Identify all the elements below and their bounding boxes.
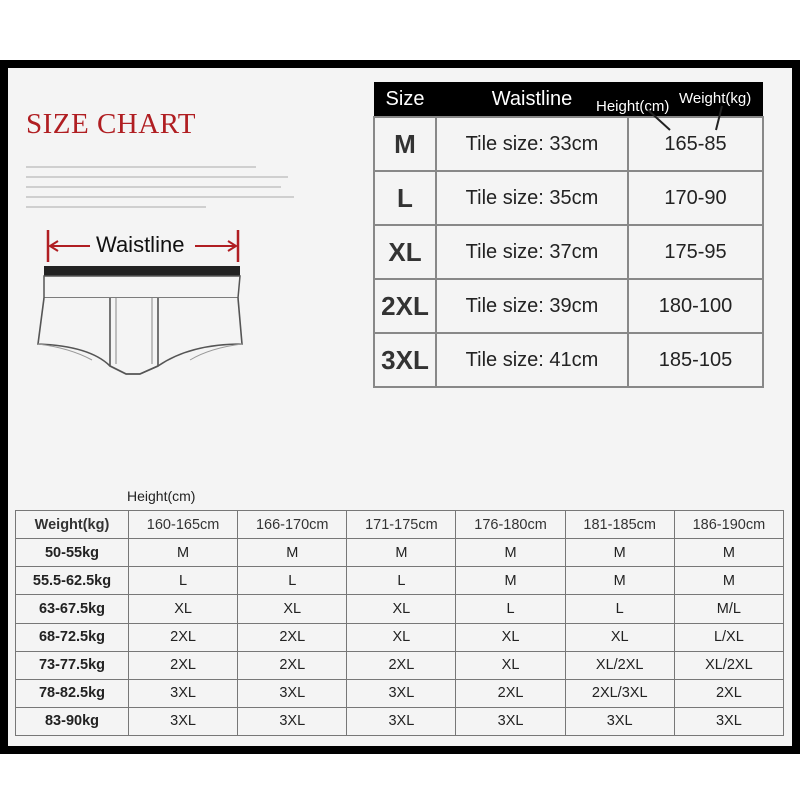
grid-cell: 2XL (456, 679, 565, 707)
bottom-margin (0, 754, 800, 800)
tile-size-cell: Tile size: 39cm (436, 279, 628, 333)
grid-cell: L (456, 595, 565, 623)
height-weight-cell: 175-95 (628, 225, 763, 279)
grid-corner-label: Weight(kg) (16, 511, 129, 539)
weight-cell: 50-55kg (16, 539, 129, 567)
table-row (374, 279, 763, 333)
top-margin (0, 0, 800, 60)
grid-cell: M (456, 539, 565, 567)
height-weight-cell: 165-85 (628, 117, 763, 171)
table-row (16, 539, 784, 567)
column-header: 166-170cm (238, 511, 347, 539)
size-grid-table (15, 510, 784, 736)
grid-cell: 3XL (347, 679, 456, 707)
grid-cell: XL (347, 623, 456, 651)
column-header: 186-190cm (674, 511, 783, 539)
weight-cell: 63-67.5kg (16, 595, 129, 623)
fine-print-decoration (26, 158, 296, 216)
table-row (16, 623, 784, 651)
grid-cell: 3XL (129, 707, 238, 735)
grid-cell: 3XL (238, 707, 347, 735)
size-cell: 2XL (374, 279, 436, 333)
grid-cell: L (238, 567, 347, 595)
grid-cell: M (238, 539, 347, 567)
grid-cell: 2XL (347, 651, 456, 679)
size-header: Size (374, 82, 436, 117)
grid-cell: 3XL (129, 679, 238, 707)
grid-cell: 2XL/3XL (565, 679, 674, 707)
height-weight-cell: 180-100 (628, 279, 763, 333)
height-weight-cell: 185-105 (628, 333, 763, 387)
weight-cell: 73-77.5kg (16, 651, 129, 679)
table-row (374, 333, 763, 387)
grid-cell: 3XL (347, 707, 456, 735)
grid-cell: M/L (674, 595, 783, 623)
grid-cell: XL (347, 595, 456, 623)
grid-cell: 2XL (129, 651, 238, 679)
grid-cell: M (347, 539, 456, 567)
tile-size-cell: Tile size: 37cm (436, 225, 628, 279)
size-cell: M (374, 117, 436, 171)
grid-cell: M (674, 567, 783, 595)
grid-cell: XL (238, 595, 347, 623)
weight-cell: 83-90kg (16, 707, 129, 735)
grid-cell: 3XL (674, 707, 783, 735)
weight-cell: 68-72.5kg (16, 623, 129, 651)
grid-cell: XL (129, 595, 238, 623)
column-header: 171-175cm (347, 511, 456, 539)
weight-cell: 78-82.5kg (16, 679, 129, 707)
weight-label: Weight(kg) (679, 90, 752, 107)
table-row (16, 651, 784, 679)
grid-cell: 3XL (565, 707, 674, 735)
weight-cell: 55.5-62.5kg (16, 567, 129, 595)
grid-cell: M (129, 539, 238, 567)
grid-cell: 3XL (456, 707, 565, 735)
size-cell: L (374, 171, 436, 225)
grid-cell: L (565, 595, 674, 623)
grid-cell: L/XL (674, 623, 783, 651)
grid-cell: L (129, 567, 238, 595)
grid-cell: XL/2XL (674, 651, 783, 679)
table-row (374, 171, 763, 225)
grid-cell: 3XL (238, 679, 347, 707)
tile-size-cell: Tile size: 33cm (436, 117, 628, 171)
grid-cell: M (565, 539, 674, 567)
grid-cell: L (347, 567, 456, 595)
grid-cell: XL (456, 623, 565, 651)
table-row (374, 225, 763, 279)
table-row (16, 707, 784, 735)
grid-cell: 2XL (238, 623, 347, 651)
size-cell: XL (374, 225, 436, 279)
grid-cell: M (565, 567, 674, 595)
grid-cell: M (674, 539, 783, 567)
grid-cell: 2XL (238, 651, 347, 679)
grid-cell: XL (565, 623, 674, 651)
column-header: 181-185cm (565, 511, 674, 539)
tile-size-cell: Tile size: 41cm (436, 333, 628, 387)
height-label: Height(cm) (596, 98, 670, 115)
grid-cell: M (456, 567, 565, 595)
waistline-label: Waistline (96, 232, 185, 257)
grid-cell: 2XL (674, 679, 783, 707)
grid-cell: XL (456, 651, 565, 679)
table-row (16, 595, 784, 623)
table-row (16, 567, 784, 595)
waistline-header: Waistline (436, 82, 628, 117)
column-header: 160-165cm (129, 511, 238, 539)
label-pointer-lines (620, 100, 730, 140)
tile-size-cell: Tile size: 35cm (436, 171, 628, 225)
height-weight-cell: 170-90 (628, 171, 763, 225)
size-cell: 3XL (374, 333, 436, 387)
table-row (16, 679, 784, 707)
grid-cell: 2XL (129, 623, 238, 651)
page-title: SIZE CHART (26, 108, 197, 140)
column-header: 176-180cm (456, 511, 565, 539)
grid-header-row (16, 511, 784, 539)
grid-height-label: Height(cm) (127, 488, 196, 504)
grid-cell: XL/2XL (565, 651, 674, 679)
